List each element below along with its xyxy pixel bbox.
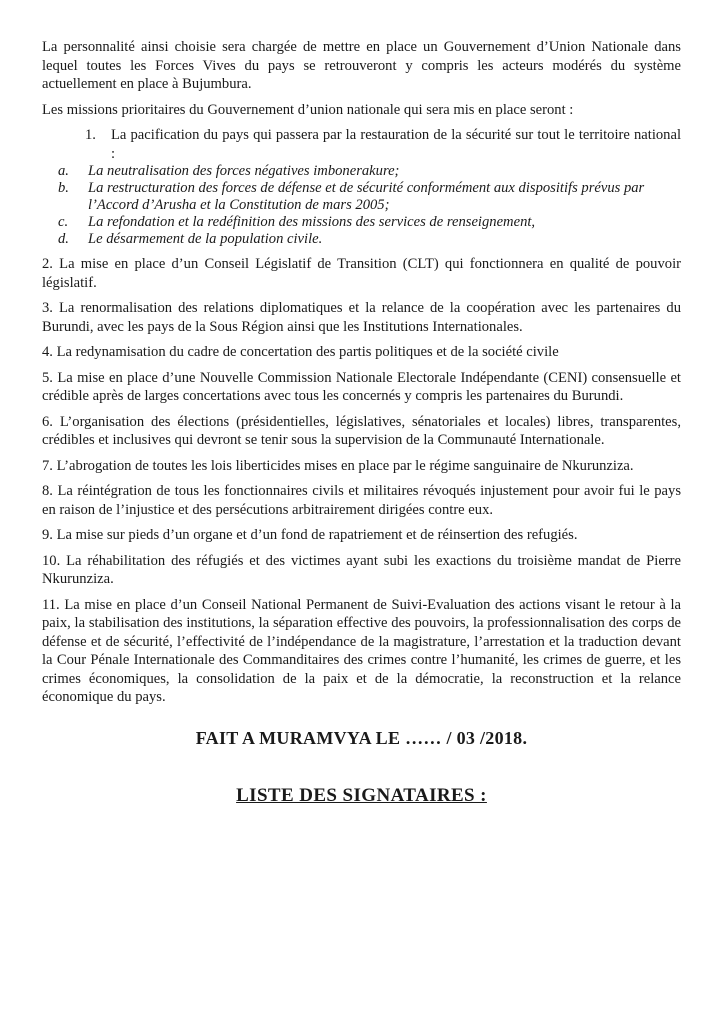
- sub-item-c: [58, 214, 681, 231]
- list-item-4: [42, 343, 681, 362]
- list-item-1: [85, 126, 681, 163]
- list-item-9: [42, 526, 681, 545]
- list-item-2-text: La mise en place d’un Conseil Législatif de Transition (CLT) qui fonctionnera en qualité de pouvoir législatif.: [42, 256, 681, 291]
- sub-item-d-text: Le désarmement de la population civile.: [88, 231, 323, 247]
- sub-item-b-marker: b.: [58, 180, 69, 196]
- list-item-10-text: La réhabilitation des réfugiés et des victimes ayant subi les exactions du troisième mandat de Pierre Nkurunziza.: [42, 552, 681, 587]
- list-item-1-marker: 1.: [85, 127, 96, 143]
- list-item-6: [42, 413, 681, 450]
- list-item-8-marker: 8.: [42, 483, 53, 499]
- list-item-8: [42, 482, 681, 519]
- sub-item-list: [42, 163, 681, 248]
- signatories-heading-text: LISTE DES SIGNATAIRES :: [236, 784, 487, 806]
- list-item-2: [42, 255, 681, 292]
- list-item-1-text: La pacification du pays qui passera par la restauration de la sécurité sur tout le territoire national :: [111, 127, 681, 162]
- list-item-7-text: L’abrogation de toutes les lois liberticides mises en place par le régime sanguinaire de Nkurunziza.: [56, 457, 634, 474]
- sub-item-a-text: La neutralisation des forces négatives imbonerakure;: [88, 163, 400, 179]
- list-item-6-text: L’organisation des élections (présidentielles, législatives, sénatoriales et locales) libres, transparentes, crédibles et inclusives qui devront se tenir sous la supervision de la Communauté Internationale.: [42, 413, 681, 448]
- intro-paragraph: La personnalité ainsi choisie sera chargée de mettre en place un Gouvernement d’Union Nationale dans lequel toutes les Forces Vives du pays se retrouveront y compris les acteurs modérés du système actuellement en place à Bujumbura.: [42, 39, 681, 92]
- list-item-5-marker: 5.: [42, 369, 53, 386]
- list-item-9-marker: 9.: [42, 527, 53, 543]
- sub-item-a: [58, 163, 681, 180]
- signatories-heading: [42, 785, 681, 806]
- list-item-4-text: La redynamisation du cadre de concertation des partis politiques et de la société civile: [56, 344, 559, 360]
- list-item-11-marker: 11.: [42, 596, 60, 613]
- list-item-7-marker: 7.: [42, 457, 53, 474]
- list-item-9-text: La mise sur pieds d’un organe et d’un fond de rapatriement et de réinsertion des refugiés.: [56, 527, 578, 543]
- list-item-3-text: La renormalisation des relations diplomatiques et la relance de la coopération avec les partenaires du Burundi, avec les pays de la Sous Région ainsi que les Institutions Internationales.: [42, 300, 682, 335]
- list-item-5: [42, 369, 681, 406]
- list-item-11-text: La mise en place d’un Conseil National Permanent de Suivi-Evaluation des actions visant le retour à la paix, la stabilisation des institutions, la séparation effective des pouvoirs, la professionnalisation des corps de défense et de sécurité, l’effectivité de l’indépendance de la magistrature, l’arrestation et la traduction devant la Cour Pénale Internationale des Commanditaires des crimes contre l’humanité, les crimes de guerre, et les crimes économiques, la consolidation de la paix et de la démocratie, la reconstruction et la relance économique du pays.: [42, 596, 681, 705]
- sub-item-d-marker: d.: [58, 231, 69, 247]
- dateline: FAIT A MURAMVYA LE …… / 03 /2018.: [195, 727, 528, 748]
- list-item-2-marker: 2.: [42, 256, 53, 272]
- list-item-7: [42, 457, 681, 476]
- sub-item-b: [58, 180, 681, 214]
- list-item-4-marker: 4.: [42, 344, 53, 360]
- missions-intro-paragraph: Les missions prioritaires du Gouvernement d’union nationale qui sera mis en place seront :: [42, 101, 574, 118]
- list-item-5-text: La mise en place d’une Nouvelle Commission Nationale Electorale Indépendante (CENI) consensuelle et crédible après de larges concertations avec tous les concernés y compris les partenaires du Burundi.: [42, 369, 681, 404]
- list-item-8-text: La réintégration de tous les fonctionnaires civils et militaires révoqués injustement pour avoir fui le pays en raison de l’injustice et des persécutions arbitrairement dirigées contre eux.: [42, 483, 681, 518]
- list-item-6-marker: 6.: [42, 413, 53, 430]
- list-item-10: [42, 552, 681, 589]
- sub-item-d: [58, 231, 681, 248]
- sub-item-c-marker: c.: [58, 214, 69, 230]
- list-item-10-marker: 10.: [42, 552, 61, 569]
- list-item-11: [42, 596, 681, 707]
- list-item-3: [42, 299, 681, 336]
- list-item-3-marker: 3.: [42, 300, 53, 316]
- sub-item-b-text: La restructuration des forces de défense et de sécurité conformément aux dispositifs prévus par l’Accord d’Arusha et la Constitution de mars 2005;: [88, 180, 645, 213]
- sub-item-a-marker: a.: [58, 163, 69, 179]
- sub-item-c-text: La refondation et la redéfinition des missions des services de renseignement,: [88, 214, 536, 230]
